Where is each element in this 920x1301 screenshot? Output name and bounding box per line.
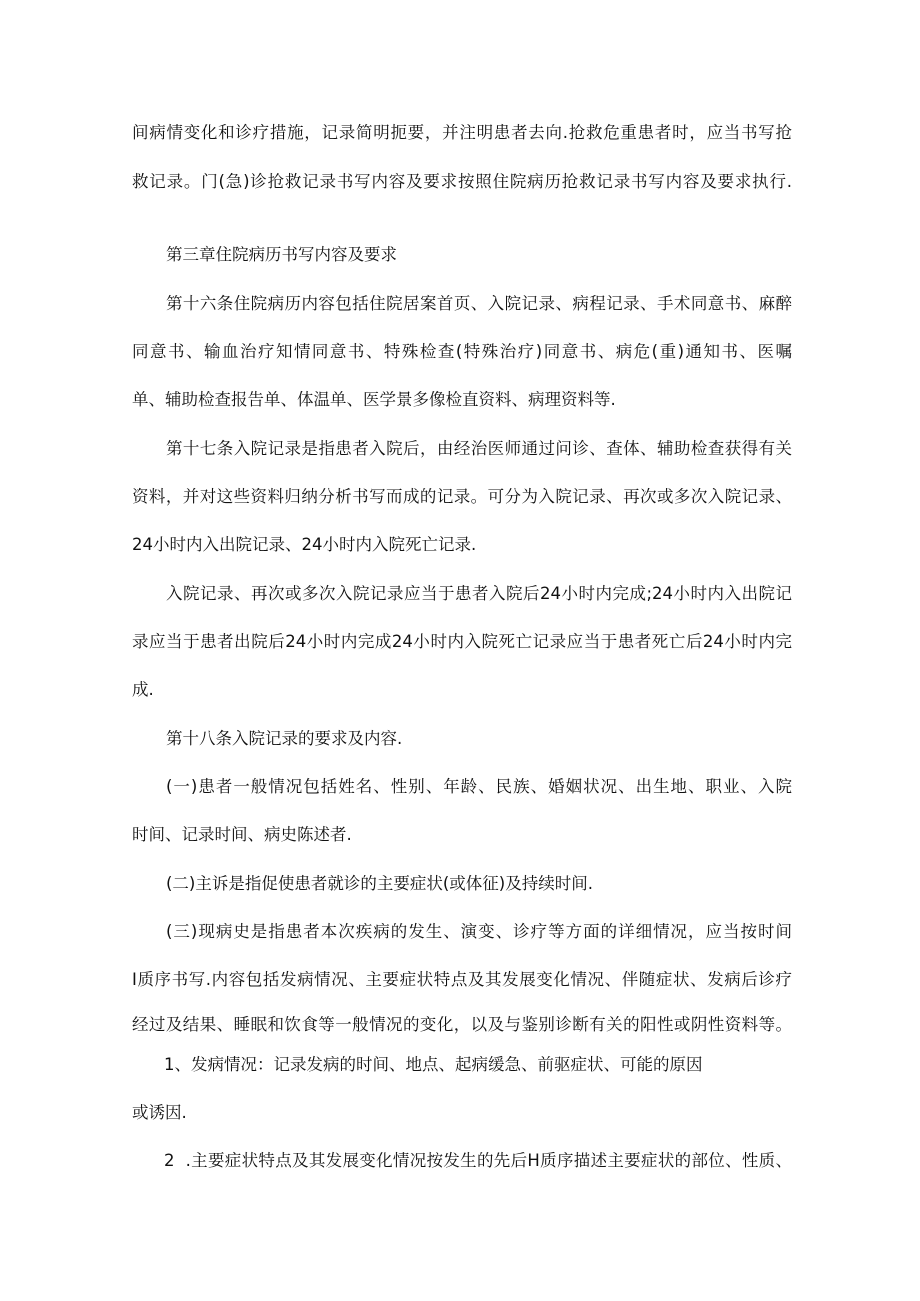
- chapter-heading: 第三章住院病历书写内容及要求: [166, 245, 397, 264]
- text-line-12: 成.: [132, 680, 154, 699]
- text-line-7: 第十七条入院记录是指患者入院后，由经治医师通过问诊、查体、辅助检查获得有关: [166, 439, 792, 458]
- text-line-20: 1、发病情况：记录发病的时间、地点、起病缓急、前驱症状、可能的原因: [164, 1055, 703, 1074]
- text-line-17: (三)现病史是指患者本次疾病的发生、演变、诊疗等方面的详细情况，应当按时间: [166, 922, 792, 941]
- text-line-21: 或诱因.: [132, 1103, 187, 1122]
- text-line-11: 录应当于患者出院后24小时内完成24小时内入院死亡记录应当于患者死亡后24小时内完: [132, 632, 792, 651]
- text-line-14: (一)患者一般情况包括姓名、性别、年龄、民族、婚姻状况、出生地、职业、入院: [166, 777, 792, 796]
- text-line-18: I质序书写.内容包括发病情况、主要症状特点及其发展变化情况、伴随症状、发病后诊疗: [132, 970, 792, 989]
- text-line-4: 第十六条住院病历内容包括住院居案首页、入院记录、病程记录、手术同意书、麻醉: [166, 294, 792, 313]
- text-line-1: 间病情变化和诊疗措施，记录简明扼要，并注明患者去向.抢救危重患者时，应当书写抢: [132, 123, 792, 142]
- text-line-6: 单、辅助检查报告单、体温单、医学景多像检直资料、病理资料等.: [132, 390, 616, 409]
- text-line-9: 24小时内入出院记录、24小时内入院死亡记录.: [132, 535, 477, 554]
- text-line-8: 资料，并对这些资料归纳分析书写而成的记录。可分为入院记录、再次或多次入院记录、: [132, 487, 792, 506]
- text-line-10: 入院记录、再次或多次入院记录应当于患者入院后24小时内完成;24小时内入出院记: [166, 584, 792, 603]
- text-line-16: (二)主诉是指促使患者就诊的主要症状(或体征)及持续时间.: [166, 874, 593, 893]
- text-line-22: 2 .主要症状特点及其发展变化情况按发生的先后H质序描述主要症状的部位、性质、: [164, 1151, 792, 1170]
- text-line-5: 同意书、输血治疗知情同意书、特殊检查(特殊治疗)同意书、病危(重)通知书、医嘱: [132, 342, 792, 361]
- text-line-13: 第十八条入院记录的要求及内容.: [166, 729, 403, 748]
- text-line-15: 时间、记录时间、病史陈述者.: [132, 825, 352, 844]
- text-line-2: 救记录。门(急)诊抢救记录书写内容及要求按照住院病历抢救记录书写内容及要求执行.: [132, 172, 792, 191]
- text-line-19: 经过及结果、睡眠和饮食等一般情况的变化，以及与鉴别诊断有关的阳性或阴性资料等。: [132, 1015, 792, 1034]
